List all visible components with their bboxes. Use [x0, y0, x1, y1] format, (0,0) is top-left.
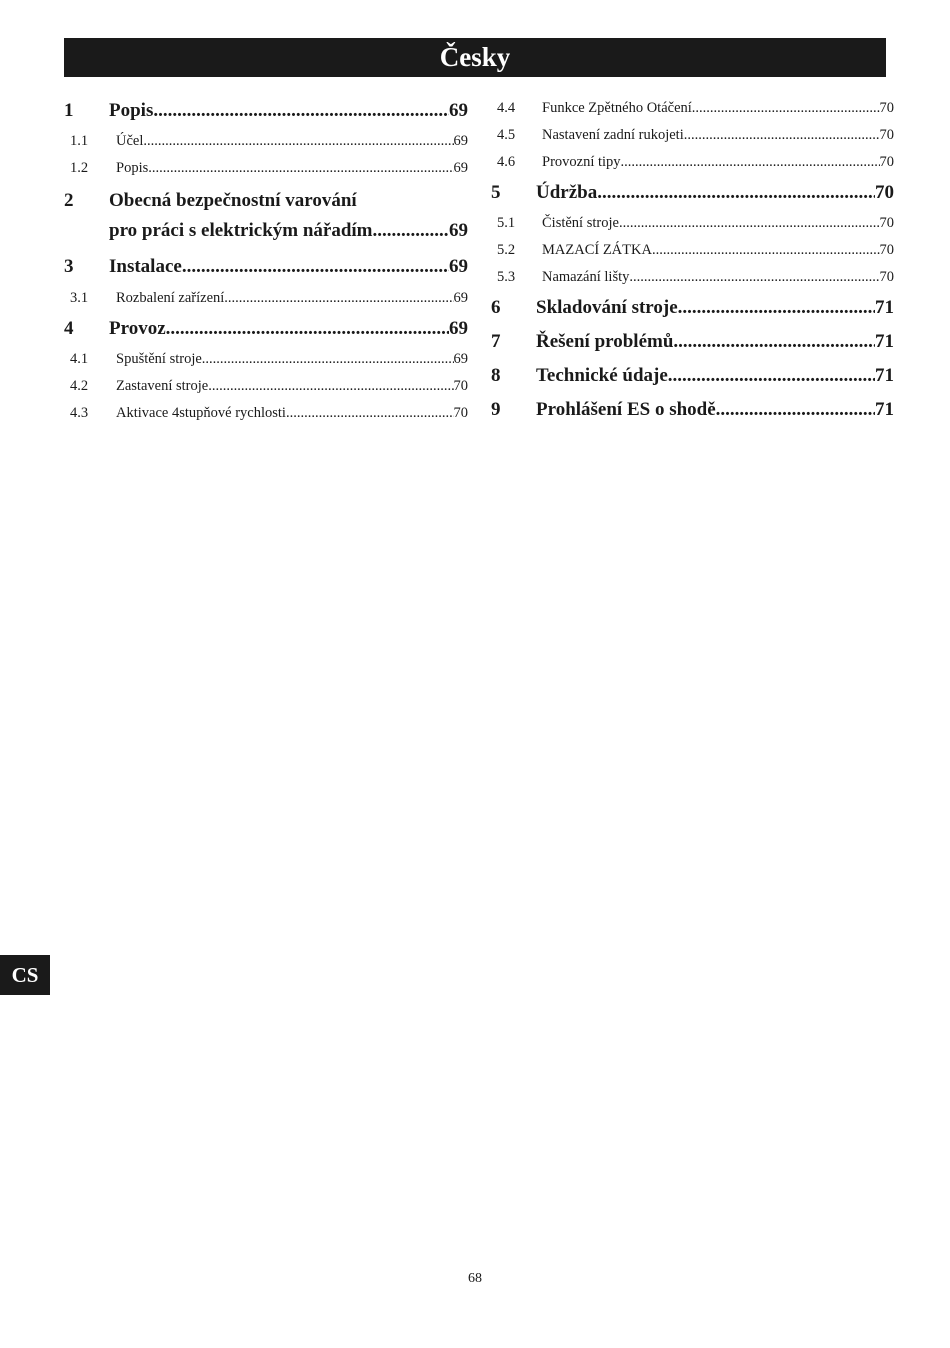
toc-dot-leader — [373, 220, 449, 242]
toc-entry-label: Namazání lišty — [542, 269, 630, 285]
toc-entry-page: 69 — [453, 160, 468, 176]
toc-entry-label: Funkce Zpětného Otáčení — [542, 100, 692, 116]
toc-dot-leader — [673, 331, 875, 353]
toc-entry-page: 71 — [875, 365, 894, 386]
toc-dot-leader — [678, 297, 875, 319]
toc-entry-page: 69 — [449, 100, 468, 121]
toc-entry-label: Popis — [109, 100, 154, 121]
toc-entry-label: Čistění stroje — [542, 215, 619, 231]
toc-entry-page: 69 — [449, 318, 468, 339]
toc-entry-number: 3.1 — [70, 290, 89, 306]
toc-entry-label: Zastavení stroje — [116, 378, 209, 394]
toc-dot-leader — [202, 351, 454, 368]
toc-entry-5[interactable] — [491, 182, 894, 204]
toc-entry-label: Nastavení zadní rukojeti — [542, 127, 684, 143]
toc-entry-4-4[interactable] — [491, 100, 894, 117]
toc-entry-number: 2 — [64, 190, 74, 211]
toc-entry-number: 1 — [64, 100, 74, 121]
toc-dot-leader — [668, 365, 875, 387]
toc-dot-leader — [153, 100, 449, 122]
toc-entry-number: 7 — [491, 331, 501, 352]
toc-entry-page: 70 — [879, 242, 894, 258]
toc-entry-page: 70 — [453, 405, 468, 421]
toc-entry-number: 1.1 — [70, 133, 89, 149]
toc-entry-page: 69 — [449, 256, 468, 277]
toc-entry-1[interactable] — [64, 100, 468, 122]
toc-dot-leader — [143, 133, 453, 150]
toc-entry-page: 70 — [879, 100, 894, 116]
toc-entry-label: Údržba — [536, 182, 598, 203]
toc-entry-number: 5 — [491, 182, 501, 203]
toc-entry-page: 69 — [453, 133, 468, 149]
page-number: 68 — [468, 1271, 482, 1286]
toc-dot-leader — [148, 160, 453, 177]
toc-entry-page: 69 — [453, 351, 468, 367]
language-tab-label: CS — [11, 962, 39, 987]
toc-entry-1-1[interactable] — [64, 133, 468, 150]
toc-entry-label: Aktivace 4stupňové rychlosti — [116, 405, 286, 421]
toc-entry-5-1[interactable] — [491, 215, 894, 232]
toc-dot-leader — [208, 378, 453, 395]
toc-entry-2[interactable] — [64, 190, 468, 242]
toc-entry-label: Obecná bezpečnostní varování — [109, 190, 357, 211]
toc-entry-3[interactable] — [64, 256, 468, 278]
toc-entry-5-3[interactable] — [491, 269, 894, 286]
toc-entry-page: 70 — [879, 127, 894, 143]
toc-entry-8[interactable] — [491, 365, 894, 387]
toc-entry-page: 69 — [453, 290, 468, 306]
toc-entry-4-5[interactable] — [491, 127, 894, 144]
toc-dot-leader — [716, 399, 875, 421]
toc-entry-number: 3 — [64, 256, 74, 277]
toc-dot-leader — [224, 290, 453, 307]
toc-entry-4-3[interactable] — [64, 405, 468, 422]
toc-dot-leader — [619, 215, 880, 232]
toc-dot-leader — [182, 256, 449, 278]
toc-entry-label: Prohlášení ES o shodě — [536, 399, 716, 420]
toc-entry-number: 4.6 — [497, 154, 516, 170]
toc-entry-number: 4.5 — [497, 127, 516, 143]
toc-entry-label: Účel — [116, 133, 144, 149]
toc-entry-6[interactable] — [491, 297, 894, 319]
page-title-text: Česky — [439, 42, 511, 72]
toc-entry-page: 69 — [449, 220, 468, 241]
toc-entry-9[interactable] — [491, 399, 894, 421]
toc-entry-5-2[interactable] — [491, 242, 894, 259]
toc-entry-number: 5.2 — [497, 242, 516, 258]
toc-entry-number: 6 — [491, 297, 501, 318]
toc-entry-page: 70 — [453, 378, 468, 394]
toc-entry-4-2[interactable] — [64, 378, 468, 395]
toc-entry-number: 1.2 — [70, 160, 89, 176]
toc-entry-label: Spuštění stroje — [116, 351, 202, 367]
toc-entry-4[interactable] — [64, 318, 468, 340]
toc-entry-label: Technické údaje — [536, 365, 668, 386]
toc-dot-leader — [621, 154, 880, 171]
toc-entry-number: 4.1 — [70, 351, 89, 367]
toc-entry-label: MAZACÍ ZÁTKA — [542, 242, 652, 258]
toc-entry-number: 8 — [491, 365, 501, 386]
page-title — [64, 38, 886, 77]
toc-dot-leader — [692, 100, 880, 117]
toc-entry-page: 70 — [879, 269, 894, 285]
toc-entry-3-1[interactable] — [64, 290, 468, 307]
toc-entry-page: 70 — [879, 215, 894, 231]
toc-dot-leader — [597, 182, 875, 204]
toc-entry-4-6[interactable] — [491, 154, 894, 171]
toc-entry-number: 9 — [491, 399, 501, 420]
toc-entry-4-1[interactable] — [64, 351, 468, 368]
toc-entry-number: 4.2 — [70, 378, 89, 394]
toc-entry-1-2[interactable] — [64, 160, 468, 177]
toc-entry-7[interactable] — [491, 331, 894, 353]
toc-entry-label: Popis — [116, 160, 149, 176]
toc-dot-leader — [684, 127, 880, 144]
toc-entry-number: 4.3 — [70, 405, 89, 421]
toc-dot-leader — [652, 242, 880, 259]
toc-entry-number: 5.3 — [497, 269, 516, 285]
toc-entry-number: 4.4 — [497, 100, 516, 116]
toc-entry-label: Instalace — [109, 256, 182, 277]
toc-entry-page: 71 — [875, 399, 894, 420]
toc-entry-label: Provozní tipy — [542, 154, 621, 170]
toc-entry-page: 71 — [875, 297, 894, 318]
toc-dot-leader — [166, 318, 449, 340]
toc-entry-label: Provoz — [109, 318, 166, 339]
toc-entry-label: Řešení problémů — [536, 331, 674, 352]
language-tab — [0, 955, 50, 995]
toc-entry-page: 71 — [875, 331, 894, 352]
toc-entry-label: Skladování stroje — [536, 297, 678, 318]
toc-entry-label: Rozbalení zařízení — [116, 290, 225, 306]
toc-entry-page: 70 — [879, 154, 894, 170]
toc-dot-leader — [286, 405, 454, 422]
toc-entry-number: 4 — [64, 318, 74, 339]
toc-entry-label-continued: pro práci s elektrickým nářadím — [109, 220, 373, 241]
toc-entry-page: 70 — [875, 182, 894, 203]
toc-dot-leader — [629, 269, 879, 286]
toc-entry-number: 5.1 — [497, 215, 516, 231]
